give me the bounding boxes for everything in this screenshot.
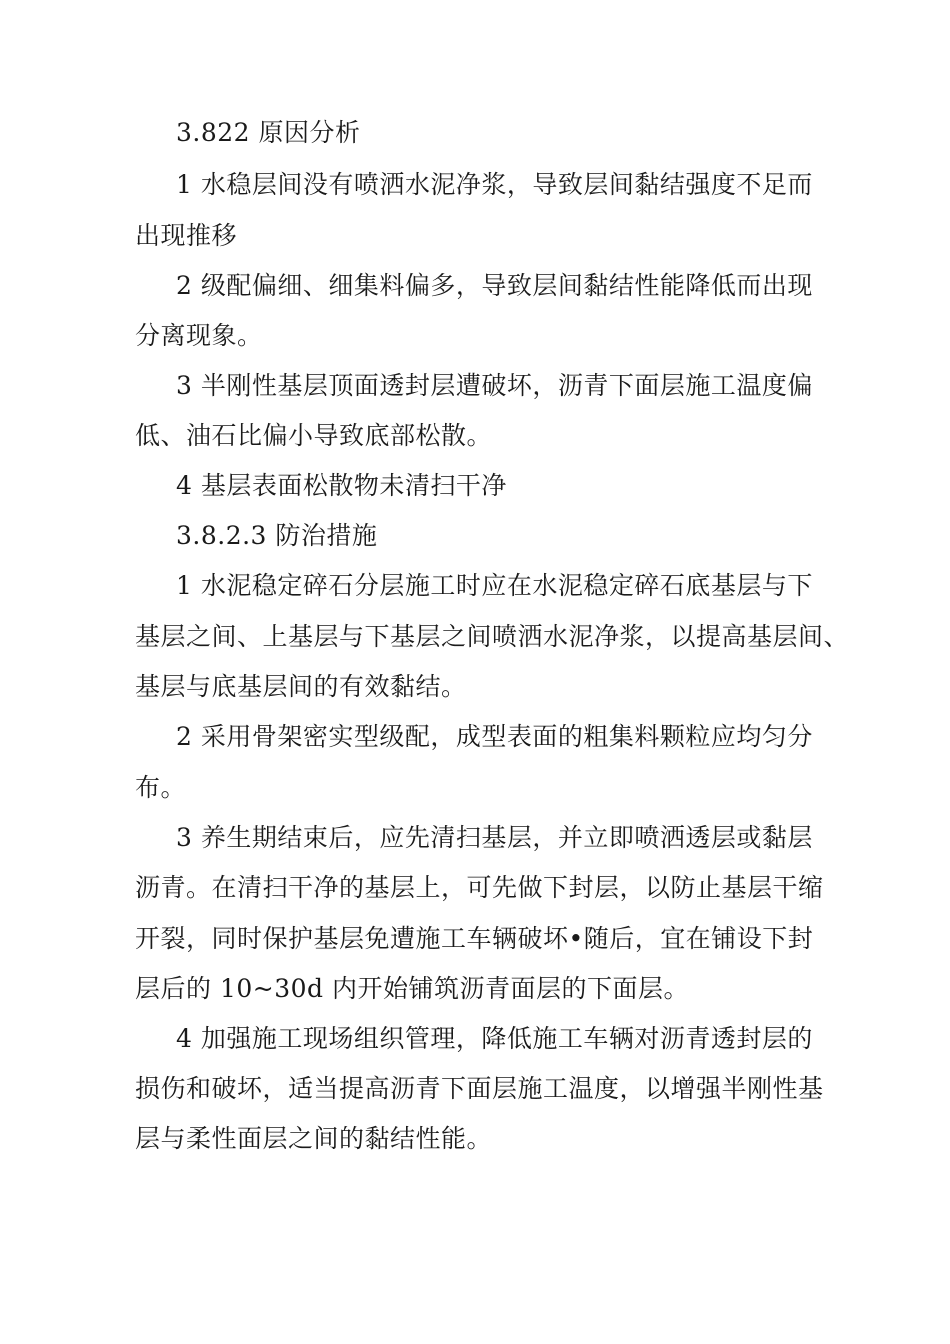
paragraph-line: 分离现象。: [135, 321, 263, 350]
paragraph-line: 层后的 10~30d 内开始铺筑沥青面层的下面层。: [135, 974, 689, 1003]
section-heading-cause-analysis: 3.822 原因分析: [176, 118, 361, 147]
paragraph-line: 3 半刚性基层顶面透封层遭破坏，沥青下面层施工温度偏: [176, 371, 813, 400]
paragraph-line: 1 水泥稳定碎石分层施工时应在水泥稳定碎石底基层与下: [176, 571, 813, 600]
paragraph-line: 2 级配偏细、细集料偏多，导致层间黏结性能降低而出现: [176, 271, 813, 300]
paragraph-line: 沥青。在清扫干净的基层上，可先做下封层，以防止基层干缩: [135, 873, 824, 902]
paragraph-line: 开裂，同时保护基层免遭施工车辆破坏•随后，宜在铺设下封: [135, 924, 814, 953]
paragraph-line: 基层之间、上基层与下基层之间喷洒水泥净浆，以提高基层间、: [135, 622, 850, 651]
paragraph-line: 基层与底基层间的有效黏结。: [135, 672, 467, 701]
paragraph-line: 低、油石比偏小导致底部松散。: [135, 421, 493, 450]
paragraph-line: 3 养生期结束后，应先清扫基层，并立即喷洒透层或黏层: [176, 823, 813, 852]
paragraph-line: 4 加强施工现场组织管理，降低施工车辆对沥青透封层的: [176, 1024, 813, 1053]
paragraph-line: 2 采用骨架密实型级配，成型表面的粗集料颗粒应均匀分: [176, 722, 813, 751]
paragraph-line: 层与柔性面层之间的黏结性能。: [135, 1124, 493, 1153]
paragraph-line: 布。: [135, 773, 187, 802]
paragraph-line: 出现推移: [135, 221, 238, 250]
paragraph-line: 4 基层表面松散物未清扫干净: [176, 471, 507, 500]
paragraph-line: 1 水稳层间没有喷洒水泥净浆，导致层间黏结强度不足而: [176, 170, 813, 199]
paragraph-line: 损伤和破坏，适当提高沥青下面层施工温度，以增强半刚性基: [135, 1074, 824, 1103]
section-heading-prevention: 3.8.2.3 防治措施: [176, 521, 378, 550]
